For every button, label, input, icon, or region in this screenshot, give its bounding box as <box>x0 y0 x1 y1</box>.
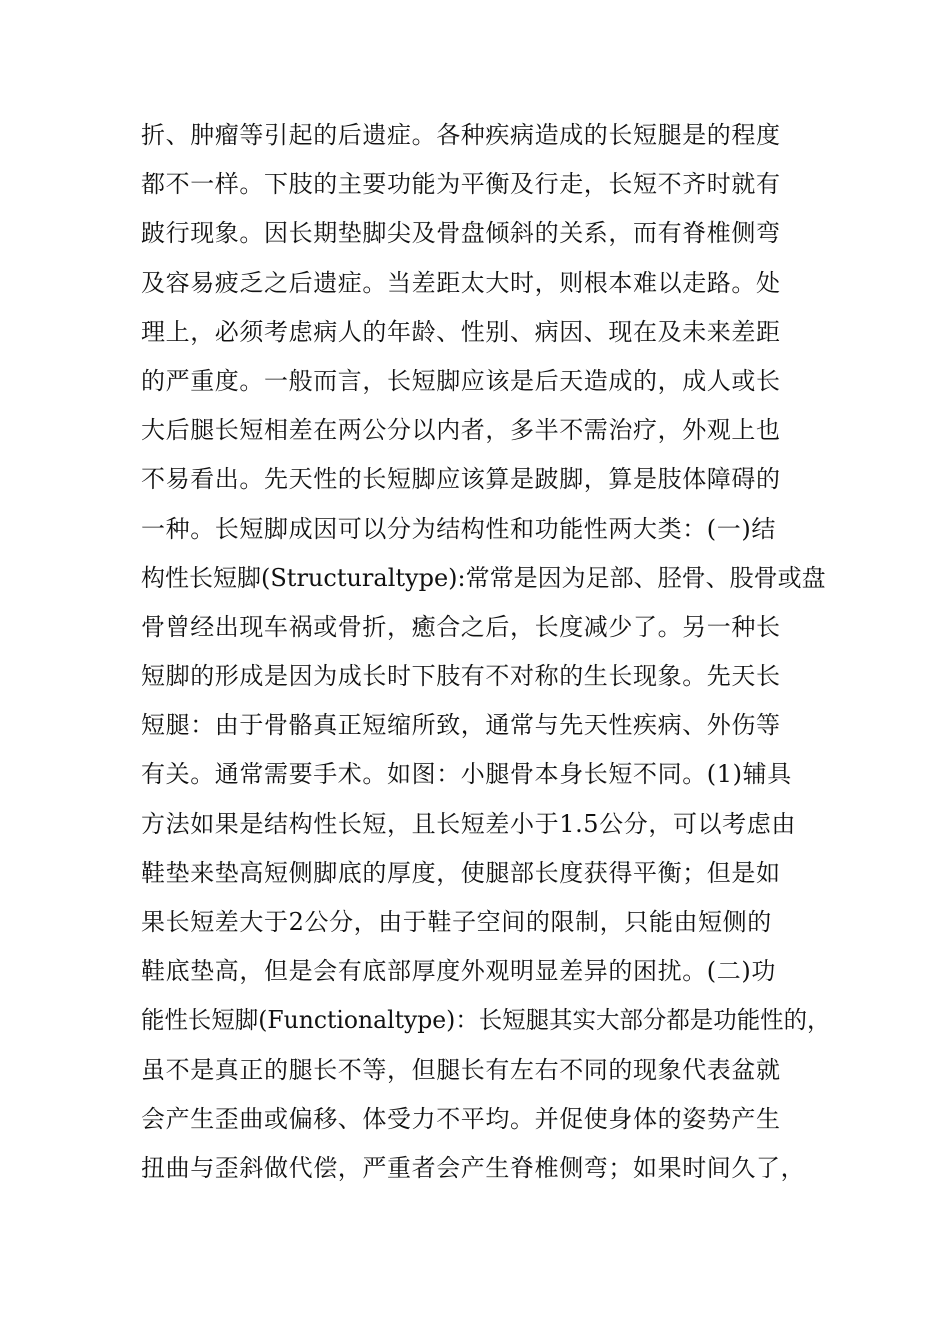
text-line: 折、肿瘤等引起的后遗症。各种疾病造成的长短腿是的程度 <box>141 121 781 149</box>
text-line: 虽不是真正的腿长不等，但腿长有左右不同的现象代表盆就 <box>141 1055 781 1084</box>
text-line: 跛行现象。因长期垫脚尖及骨盘倾斜的关系，而有脊椎侧弯 <box>141 219 781 248</box>
text-line: 短脚的形成是因为成长时下肢有不对称的生长现象。先天长 <box>141 662 781 691</box>
text-line: 都不一样。下肢的主要功能为平衡及行走，长短不齐时就有 <box>141 170 781 199</box>
text-line: 的严重度。一般而言，长短脚应该是后天造成的，成人或长 <box>141 366 781 395</box>
text-line: 有关。通常需要手术。如图：小腿骨本身长短不同。(1)辅具 <box>141 760 792 789</box>
text-line: 理上，必须考虑病人的年龄、性别、病因、现在及未来差距 <box>141 317 781 346</box>
text-line: 短腿：由于骨骼真正短缩所致，通常与先天性疾病、外伤等 <box>141 711 781 740</box>
body-text <box>141 111 831 1193</box>
text-line: 鞋垫来垫高短侧脚底的厚度，使腿部长度获得平衡；但是如 <box>141 858 781 887</box>
text-line: 大后腿长短相差在两公分以内者，多半不需治疗，外观上也 <box>141 416 781 445</box>
text-line: 构性长短脚(Structuraltype):常常是因为足部、胫骨、股骨或盘 <box>141 563 826 592</box>
text-line: 骨曾经出现车祸或骨折，癒合之后，长度减少了。另一种长 <box>141 612 781 641</box>
text-line: 能性长短脚(Functionaltype)：长短腿其实大部分都是功能性的， <box>141 1006 831 1035</box>
text-line: 鞋底垫高，但是会有底部厚度外观明显差异的困扰。(二)功 <box>141 957 776 986</box>
text-line: 果长短差大于2公分，由于鞋子空间的限制，只能由短侧的 <box>141 908 772 936</box>
text-line: 一种。长短脚成因可以分为结构性和功能性两大类：(一)结 <box>141 514 776 543</box>
text-line: 及容易疲乏之后遗症。当差距太大时，则根本难以走路。处 <box>141 268 781 297</box>
text-line: 会产生歪曲或偏移、体受力不平均。并促使身体的姿势产生 <box>141 1104 781 1133</box>
text-line: 方法如果是结构性长短，且长短差小于1.5公分，可以考虑由 <box>141 809 796 838</box>
text-line: 不易看出。先天性的长短脚应该算是跛脚，算是肢体障碍的 <box>141 465 781 494</box>
text-line: 扭曲与歪斜做代偿，严重者会产生脊椎侧弯；如果时间久了， <box>141 1153 806 1182</box>
